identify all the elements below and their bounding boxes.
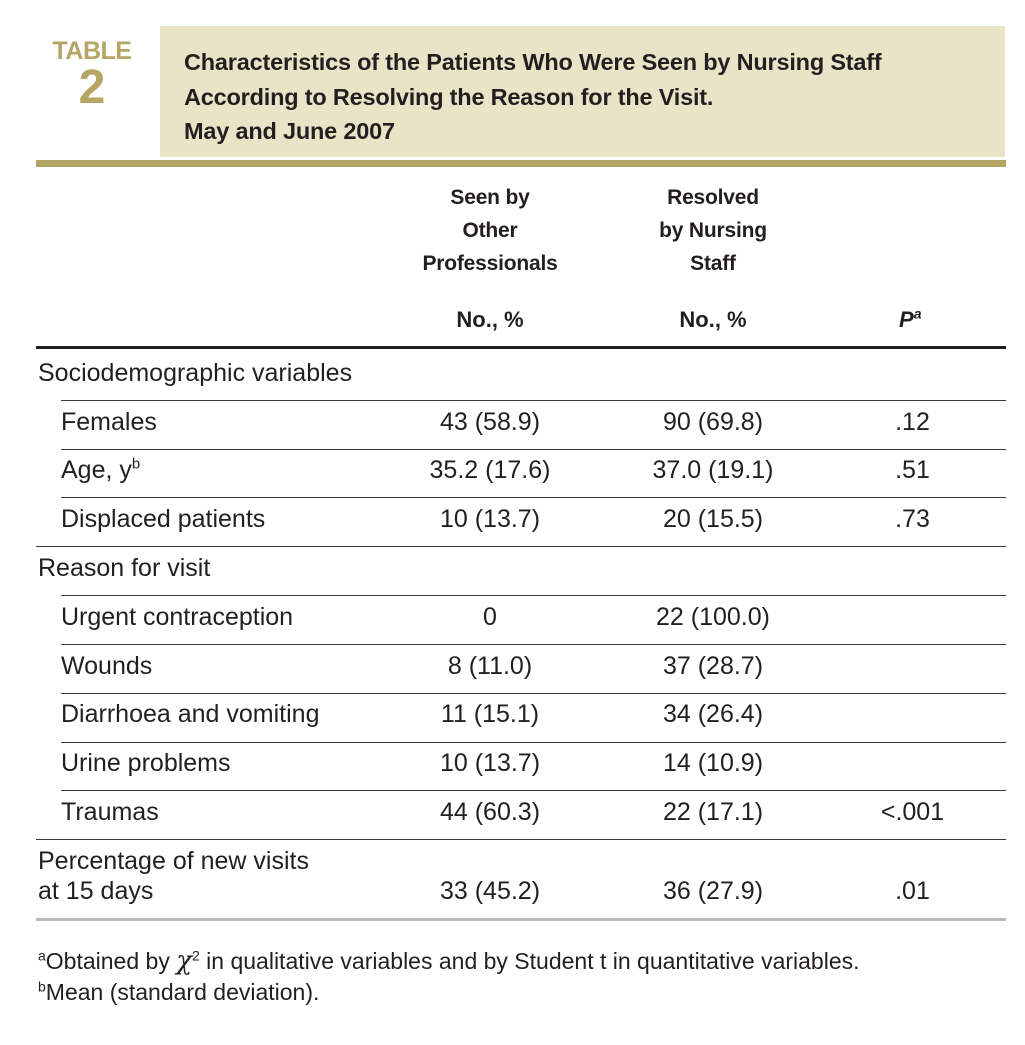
cell-resolved-by-nursing: 34 (26.4)	[662, 700, 764, 728]
section-label: Reason for visit	[38, 554, 211, 582]
table-title-line-1: Characteristics of the Patients Who Were Seen by Nursing Staff	[184, 49, 882, 75]
column-header-line: Resolved	[667, 186, 759, 209]
column-header-line: Seen by	[450, 186, 530, 209]
cell-resolved-by-nursing: 36 (27.9)	[662, 877, 764, 905]
column-header-line: by Nursing	[659, 219, 767, 242]
row-divider	[36, 839, 1006, 840]
row-label-text: Age, y	[61, 456, 132, 484]
table-number: 2	[78, 61, 106, 114]
table-title-line-2: According to Resolving the Reason for the Visit.	[184, 84, 714, 110]
row-label: Females	[61, 408, 157, 436]
cell-seen-by-other: 10 (13.7)	[439, 749, 541, 777]
cell-resolved-by-nursing: 37 (28.7)	[662, 652, 764, 680]
column-header-line: Professionals	[422, 252, 558, 275]
cell-resolved-by-nursing: 20 (15.5)	[662, 505, 764, 533]
section-label: Sociodemographic variables	[38, 359, 353, 387]
footnote-text: Mean (standard deviation).	[45, 979, 320, 1005]
row-label: Urgent contraception	[61, 603, 294, 631]
cell-seen-by-other: 35.2 (17.6)	[429, 456, 551, 484]
row-label: Displaced patients	[61, 505, 266, 533]
cell-seen-by-other: 8 (11.0)	[447, 652, 533, 680]
table-label	[40, 36, 144, 112]
cell-seen-by-other: 10 (13.7)	[439, 505, 541, 533]
cell-p-value: .73	[895, 505, 930, 533]
footnote-text: in qualitative variables and by Student t in quantitative variables.	[199, 948, 860, 974]
cell-p-value: .12	[895, 408, 930, 436]
table-title-box	[160, 26, 1005, 157]
cell-seen-by-other: 43 (58.9)	[439, 408, 541, 436]
column-header-line: Staff	[690, 252, 736, 275]
cell-resolved-by-nursing: 37.0 (19.1)	[652, 456, 774, 484]
cell-seen-by-other: 11 (15.1)	[440, 700, 540, 728]
row-divider	[61, 693, 1006, 694]
cell-resolved-by-nursing: 22 (100.0)	[656, 603, 770, 631]
column-header-resolved-by-nursing	[603, 181, 823, 280]
row-divider	[61, 449, 1006, 450]
header-rule	[36, 346, 1006, 349]
column-header-p-value	[899, 307, 921, 333]
row-label	[61, 456, 140, 485]
row-divider	[61, 595, 1006, 596]
table-row-new-visits	[0, 847, 1025, 913]
top-rule	[36, 160, 1006, 167]
cell-seen-by-other: 0	[483, 603, 497, 631]
footnote-text: Obtained by	[45, 948, 177, 974]
p-value-footnote-mark: a	[913, 305, 922, 322]
footnote-b	[38, 979, 319, 1006]
cell-resolved-by-nursing: 14 (10.9)	[662, 749, 764, 777]
cell-p-value: .01	[895, 877, 930, 905]
cell-resolved-by-nursing: 90 (69.8)	[662, 408, 764, 436]
row-divider	[61, 790, 1006, 791]
cell-p-value: .51	[895, 456, 930, 484]
row-divider	[61, 497, 1006, 498]
p-value-symbol: P	[899, 307, 914, 332]
column-subheader-col1: No., %	[456, 307, 524, 332]
row-divider	[36, 546, 1006, 547]
column-header-line: Other	[462, 219, 518, 242]
row-divider	[61, 400, 1006, 401]
row-label-line-2: at 15 days	[38, 877, 154, 905]
row-divider	[61, 742, 1006, 743]
row-divider	[61, 644, 1006, 645]
cell-p-value: <.001	[880, 798, 945, 826]
row-label: Wounds	[61, 652, 153, 680]
row-label: Diarrhoea and vomiting	[61, 700, 320, 728]
footnote-mark: b	[38, 978, 46, 995]
column-subheader-col2: No., %	[679, 307, 747, 332]
cell-seen-by-other: 33 (45.2)	[439, 877, 541, 905]
column-header-seen-by-other	[380, 181, 600, 280]
row-label: Urine problems	[61, 749, 231, 777]
footnote-mark: b	[131, 455, 141, 473]
cell-resolved-by-nursing: 22 (17.1)	[662, 798, 764, 826]
table-title-line-3: May and June 2007	[184, 118, 395, 144]
footnote-mark: a	[38, 947, 46, 964]
row-label-line-1: Percentage of new visits	[38, 847, 309, 875]
table-label-word: TABLE	[52, 37, 132, 65]
bottom-rule	[36, 918, 1006, 921]
row-label: Traumas	[61, 798, 159, 826]
superscript: 2	[191, 947, 200, 964]
cell-seen-by-other: 44 (60.3)	[439, 798, 541, 826]
footnote-a	[38, 946, 860, 976]
chi-symbol: χ	[176, 946, 192, 976]
